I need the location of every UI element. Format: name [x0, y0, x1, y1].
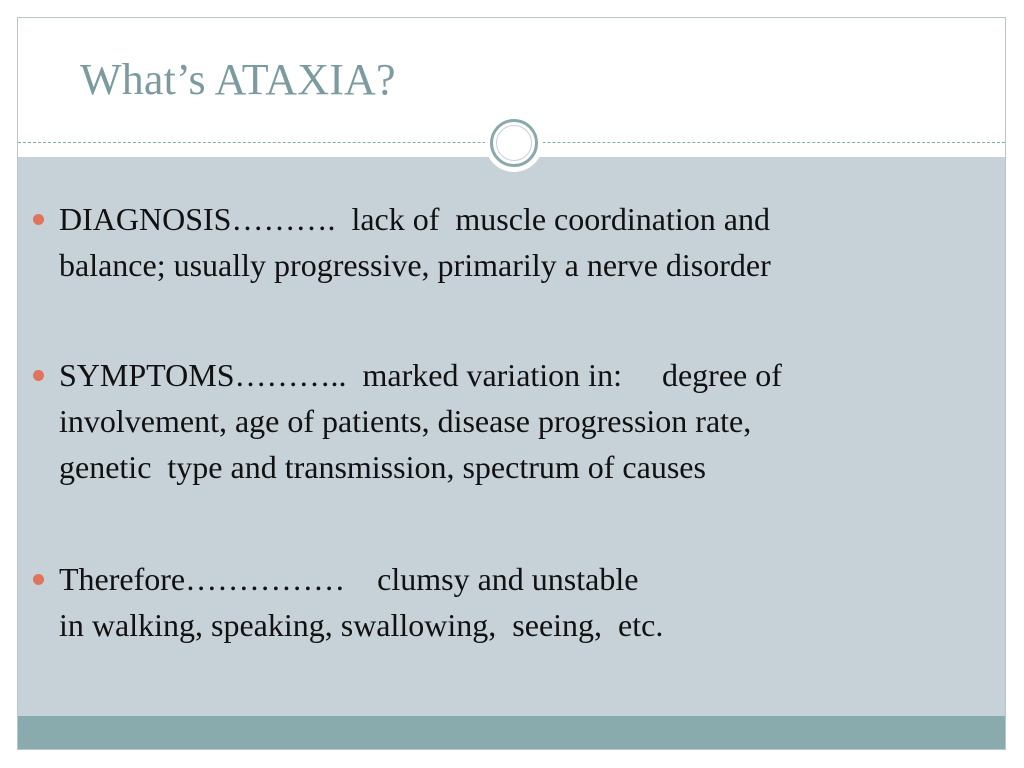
slide-title: What’s ATAXIA?	[80, 55, 396, 104]
bullet-line: involvement, age of patients, disease progression rate,	[59, 403, 752, 439]
footer-band	[18, 716, 1005, 750]
bullet-line: SYMPTOMS……….. marked variation in: degree of	[59, 357, 782, 393]
bullet-dot-icon	[33, 214, 44, 225]
slide	[17, 17, 1006, 750]
bullet-line: DIAGNOSIS………. lack of muscle coordination and	[59, 201, 770, 237]
bullet-text	[59, 352, 1004, 490]
bullet-line: genetic type and transmission, spectrum of causes	[59, 449, 706, 485]
circle-ornament-icon	[485, 114, 543, 172]
bullet-line: Therefore…………… clumsy and unstable	[59, 561, 639, 597]
bullet-line: balance; usually progressive, primarily a nerve disorder	[59, 247, 771, 283]
bullet-line: in walking, speaking, swallowing, seeing, etc.	[59, 607, 664, 643]
bullet-text	[59, 196, 1004, 288]
bullet-dot-icon	[33, 574, 44, 585]
bullet-text	[59, 556, 1004, 648]
circle-ring	[490, 119, 538, 167]
bullet-dot-icon	[33, 370, 44, 381]
